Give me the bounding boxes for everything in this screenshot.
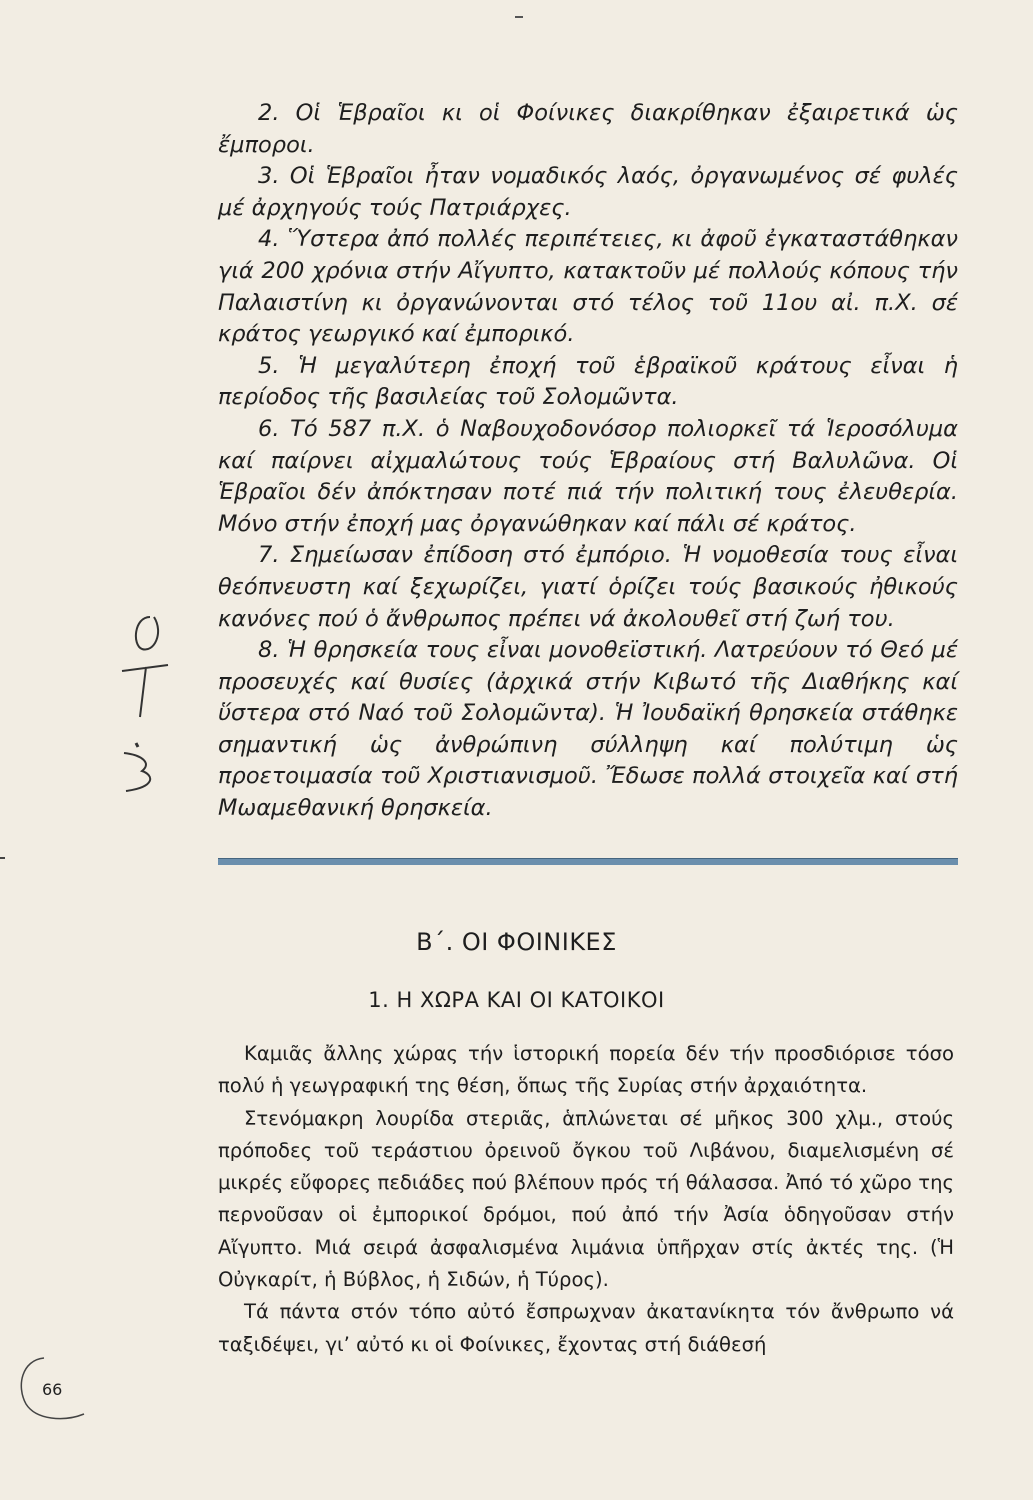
- section-title: Β΄. ΟΙ ΦΟΙΝΙΚΕΣ: [416, 928, 617, 956]
- page-number-text: 66: [42, 1380, 63, 1399]
- top-mark: [515, 16, 523, 18]
- left-edge-mark: [0, 857, 5, 859]
- body-paragraph-2: Στενόμακρη λουρίδα στεριᾶς, ἁπλώνεται σέ μῆκος 300 χλμ., στούς πρόποδες τοῦ τεράστιου ὀρεινοῦ ὄγκου τοῦ Λιβάνου, διαμελισμένη σέ μικρές εὔφορες πεδιάδες πού βλέπουν πρός τή θάλασσα. Ἀπό τό χῶρο της περνοῦσαν οἱ ἐμπορικοί δρόμοι, πού ἀπό τήν Ἀσία ὁδηγοῦσαν στήν Αἴγυπτο. Μιά σειρά ἀσφαλισμένα λιμάνια ὑπῆρχαν στίς ἀκτές της. (Ἡ Οὐγκαρίτ, ἡ Βύβλος, ἡ Σιδών, ἡ Τύρος).: [218, 1106, 954, 1292]
- body-paragraph-1: Καμιᾶς ἄλλης χώρας τήν ἱστορική πορεία δέν τήν προσδιόρισε τόσο πολύ ἡ γεωγραφική της θέση, ὅπως τῆς Συρίας στήν ἀρχαιότητα.: [218, 1042, 954, 1098]
- summary-item-5: 5. Ἡ μεγαλύτερη ἐποχή τοῦ ἑβραϊκοῦ κράτους εἶναι ἡ περίοδος τῆς βασιλείας τοῦ Σολομῶντα.: [218, 352, 958, 411]
- handwritten-margin-note: [112, 605, 182, 795]
- summary-item-4: 4. Ὕστερα ἀπό πολλές περιπέτειες, κι ἀφοῦ ἐγκαταστάθηκαν γιά 200 χρόνια στήν Αἴγυπτο, κατακτοῦν μέ πολλούς κόπους τήν Παλαιστίνη κι ὀργανώνονται στό τέλος τοῦ 11ου αἰ. π.Χ. σέ κράτος γεωργικό καί ἐμπορικό.: [218, 226, 958, 348]
- summary-list: [218, 98, 958, 825]
- summary-item-6: 6. Τό 587 π.Χ. ὁ Ναβουχοδονόσορ πολιορκεῖ τά Ἱεροσόλυμα καί παίρνει αἰχμαλώτους τούς Ἑβραίους στή Βαλυλῶνα. Οἱ Ἑβραῖοι δέν ἀπόκτησαν ποτέ πιά τήν πολιτική τους ἐλευθερία. Μόνο στήν ἐποχή μας ὀργανώθηκαν καί πάλι σέ κράτος.: [218, 415, 958, 537]
- section-divider: [218, 858, 958, 865]
- summary-item-3: 3. Οἱ Ἑβραῖοι ἦταν νομαδικός λαός, ὀργανωμένος σέ φυλές μέ ἀρχηγούς τούς Πατριάρχες.: [218, 163, 958, 221]
- summary-item-7: 7. Σημείωσαν ἐπίδοση στό ἐμπόριο. Ἡ νομοθεσία τους εἶναι θεόπνευστη καί ξεχωρίζει, γιατί ὁρίζει τούς βασικούς ἠθικούς κανόνες πού ὁ ἄνθρωπος πρέπει νά ἀκολουθεῖ στή ζωή του.: [218, 542, 958, 632]
- summary-item-2: 2. Οἱ Ἑβραῖοι κι οἱ Φοίνικες διακρίθηκαν ἐξαιρετικά ὡς ἔμποροι.: [218, 100, 958, 158]
- page-number: [14, 1352, 100, 1424]
- subsection-title: 1. Η ΧΩΡΑ ΚΑΙ ΟΙ ΚΑΤΟΙΚΟΙ: [368, 988, 665, 1012]
- body-paragraph-3: Τά πάντα στόν τόπο αὐτό ἔσπρωχναν ἀκατανίκητα τόν ἄνθρωπο νά ταξιδέψει, γι’ αὐτό κι οἱ Φοίνικες, ἔχοντας στή διάθεσή: [218, 1300, 954, 1356]
- summary-item-8: 8. Ἡ θρησκεία τους εἶναι μονοθεϊστική. Λατρεύουν τό Θεό μέ προσευχές καί θυσίες (ἀρχικά στήν Κιβωτό τῆς Διαθήκης καί ὕστερα στό Ναό τοῦ Σολομῶντα). Ἡ Ἰουδαϊκή θρησκεία στάθηκε σημαντική ὡς ἀνθρώπινη σύλληψη καί πολύτιμη ὡς προετοιμασία τοῦ Χριστιανισμοῦ. Ἔδωσε πολλά στοιχεῖα καί στή Μωαμεθανική θρησκεία.: [218, 637, 958, 822]
- handwritten-note-drawing: [112, 605, 182, 795]
- body-text: [218, 1038, 954, 1361]
